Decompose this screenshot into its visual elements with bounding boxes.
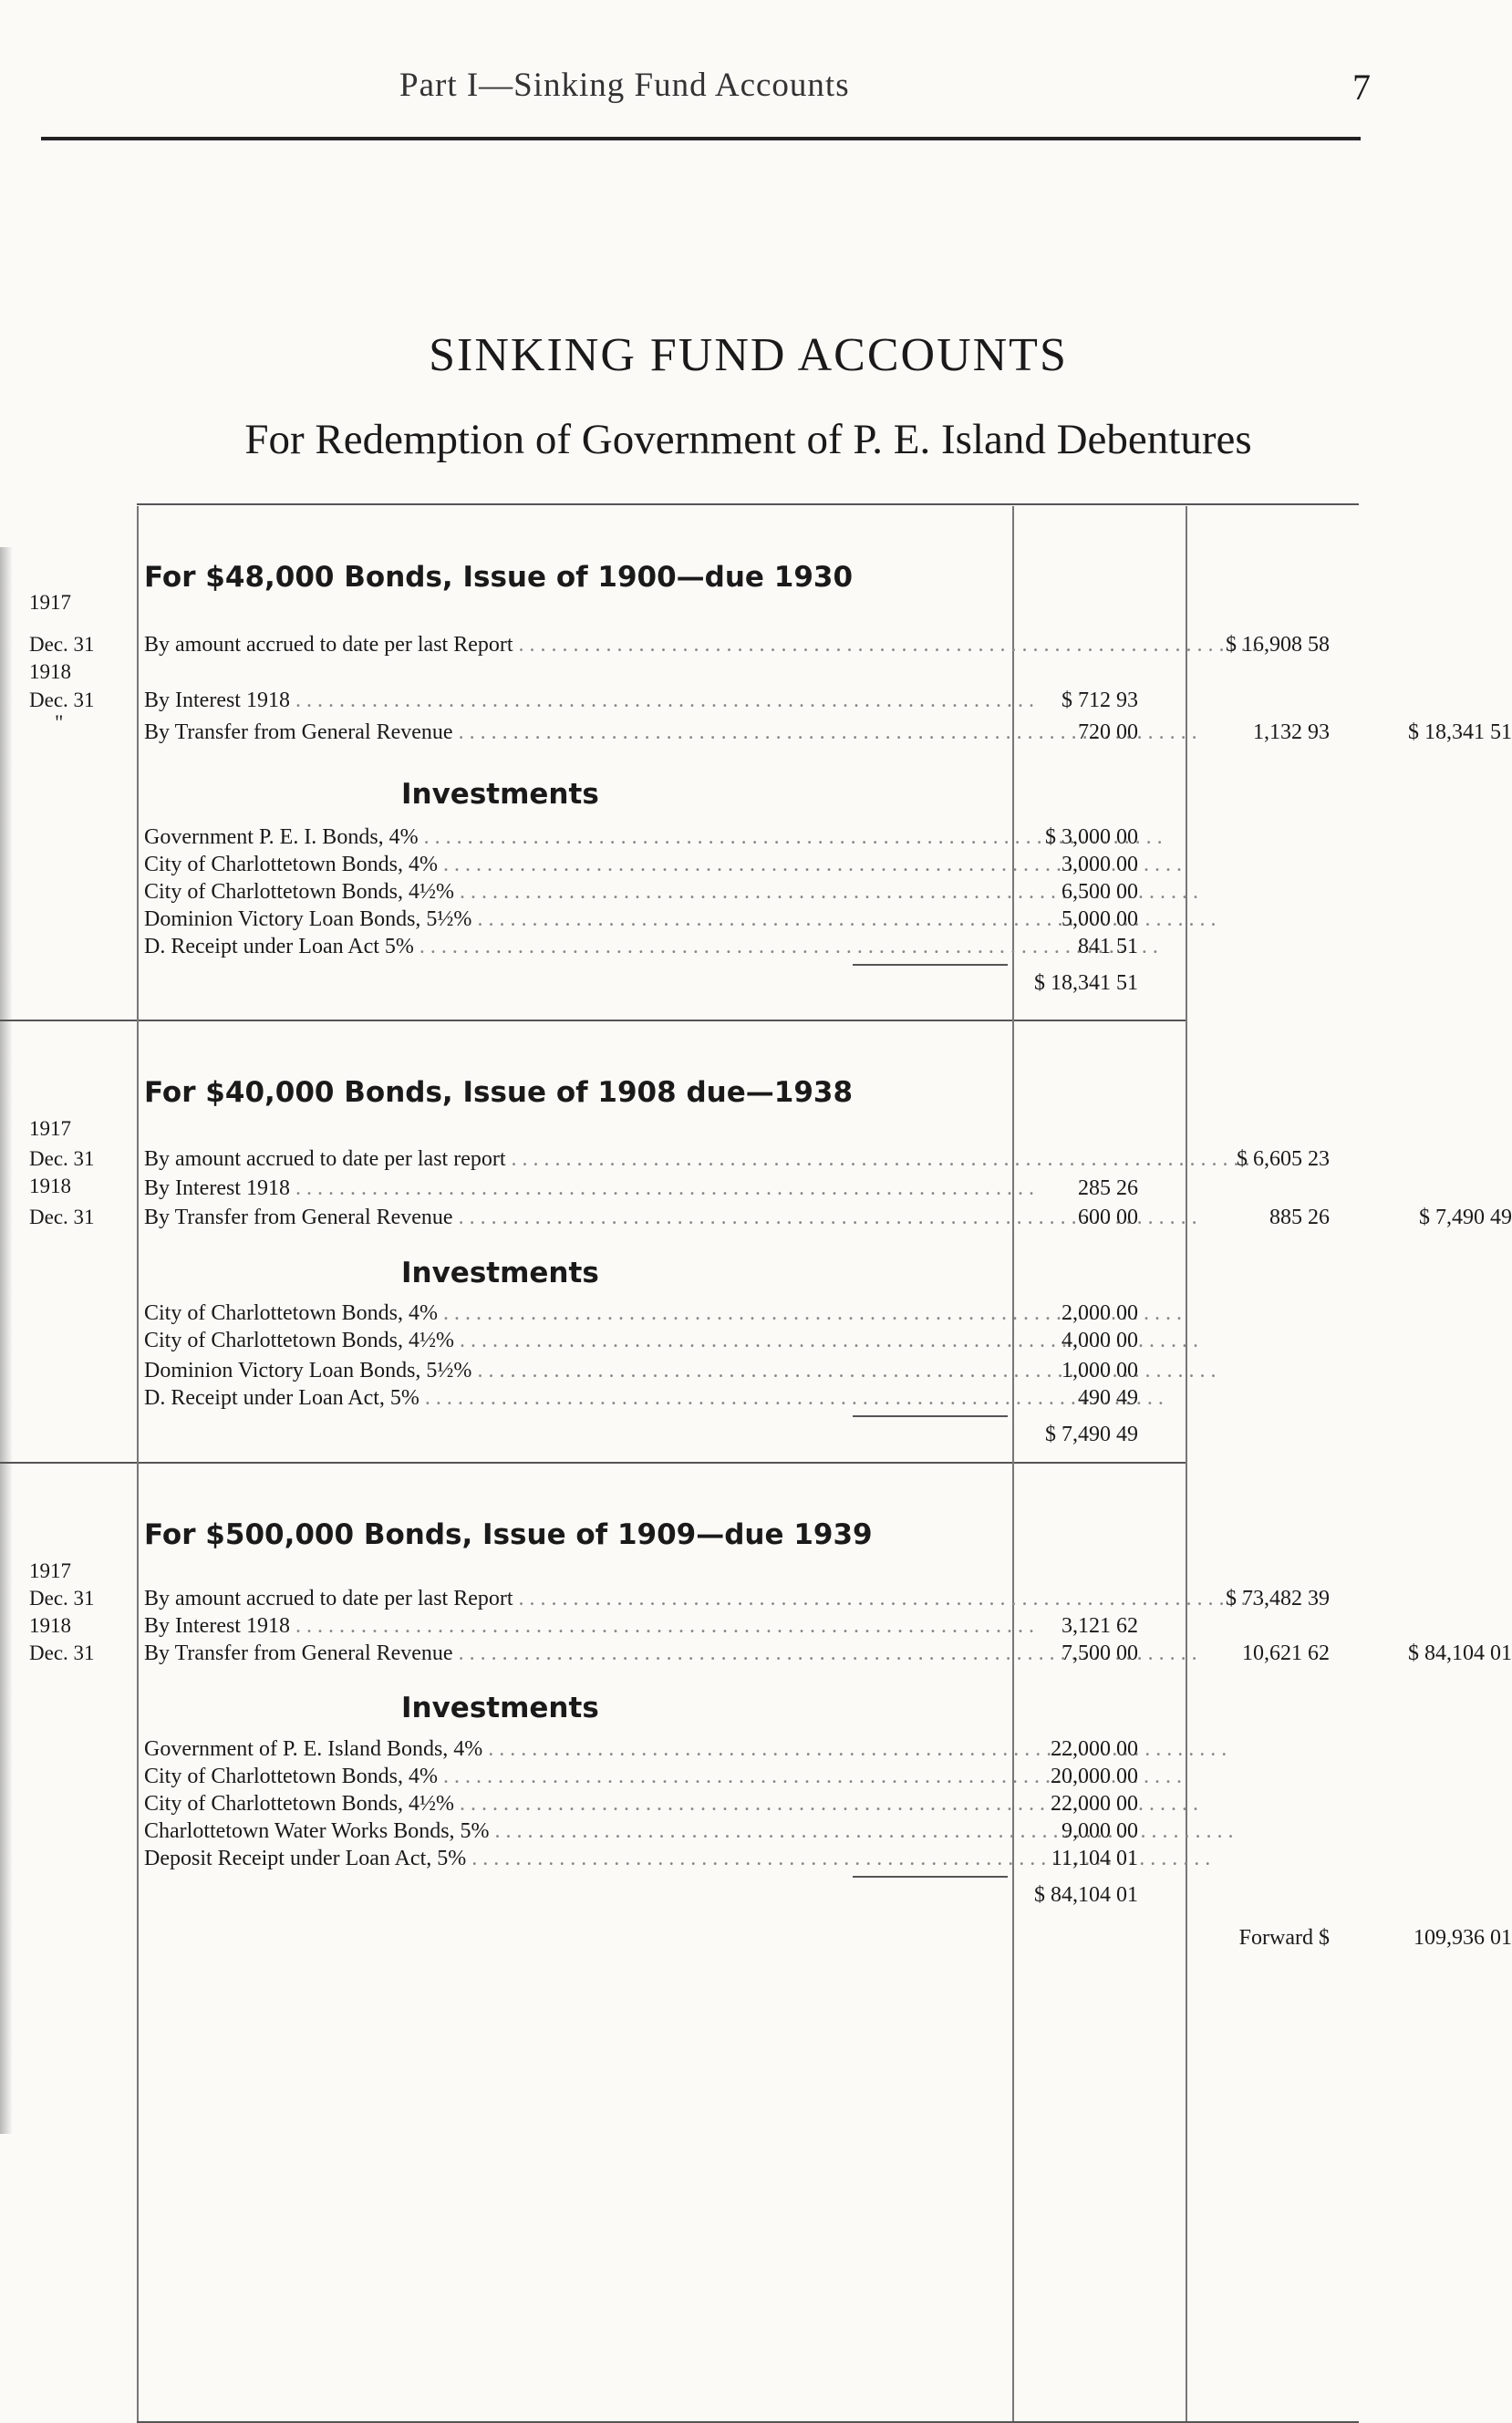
investment-amount: $ 3,000 00 [1045, 825, 1138, 849]
investment-row [144, 1359, 1476, 1386]
row-total: $ 18,341 51 [1408, 720, 1512, 744]
date-label: 1917 [29, 1559, 71, 1582]
investment-description: Deposit Receipt under Loan Act, 5% . . . [144, 1847, 837, 1871]
investment-amount: 490 49 [1078, 1386, 1138, 1410]
investment-amount: 5,000 00 [1062, 907, 1138, 931]
ledger-row [144, 1147, 1476, 1175]
total-rule [853, 1876, 1008, 1878]
page-number: 7 [1352, 67, 1371, 108]
investment-amount: 11,104 01 [1051, 1847, 1138, 1870]
investment-amount: 20,000 00 [1051, 1765, 1138, 1788]
row-subtotal: $ 16,908 58 [1226, 633, 1330, 657]
date-label: " [55, 711, 64, 734]
ledger-row [144, 1206, 1512, 1233]
section-heading: For $500,000 Bonds, Issue of 1909—due 1939 [144, 1518, 873, 1551]
section-divider [0, 1462, 1186, 1464]
investment-row [144, 935, 1476, 962]
section-divider [0, 1020, 1186, 1021]
investment-description: City of Charlottetown Bonds, 4½% . . . [144, 1329, 837, 1353]
investment-row [144, 1301, 1476, 1329]
investment-row [144, 1765, 1476, 1792]
investment-row [144, 825, 1476, 853]
row-amount: 7,500 00 [1062, 1641, 1138, 1665]
row-total: $ 84,104 01 [1408, 1641, 1512, 1665]
investment-description: City of Charlottetown Bonds, 4½% . . . [144, 880, 837, 905]
investments-heading: Investments [401, 1257, 599, 1289]
investments-total-row [144, 1883, 1476, 1910]
row-description: By Interest 1918 . . . [144, 1614, 837, 1639]
investments-heading: Investments [401, 1692, 599, 1724]
investments-total: $ 84,104 01 [1034, 1883, 1138, 1907]
row-subtotal: $ 73,482 39 [1226, 1587, 1330, 1610]
binding-shadow [0, 547, 13, 2134]
row-subtotal: 885 26 [1269, 1206, 1330, 1229]
row-description: By Transfer from General Revenue . . . [144, 1641, 837, 1666]
total-rule [853, 1415, 1008, 1417]
date-label: Dec. 31 [29, 1641, 95, 1664]
row-description: By amount accrued to date per last report . . . [144, 1147, 837, 1172]
date-label: Dec. 31 [29, 1587, 95, 1610]
ledger-row [144, 1614, 1476, 1641]
row-description: By Interest 1918 . . . [144, 689, 837, 713]
investment-row [144, 1329, 1476, 1356]
investment-description: Dominion Victory Loan Bonds, 5½% . . . [144, 1359, 837, 1383]
investment-description: Charlottetown Water Works Bonds, 5% . . . [144, 1819, 837, 1844]
ledger-row [144, 1587, 1476, 1614]
investment-description: City of Charlottetown Bonds, 4½% . . . [144, 1792, 837, 1817]
investment-row [144, 1386, 1476, 1413]
investment-row [144, 1847, 1476, 1874]
row-description: By amount accrued to date per last Report . . . [144, 1587, 837, 1611]
investment-amount: 22,000 00 [1051, 1737, 1138, 1761]
date-label: 1917 [29, 591, 71, 614]
column-rule [1012, 506, 1014, 2421]
ledger-row [144, 720, 1512, 748]
section-heading: For $48,000 Bonds, Issue of 1900—due 1930 [144, 561, 854, 594]
page-subtitle: For Redemption of Government of P. E. Island Debentures [244, 416, 1252, 463]
row-amount: 3,121 62 [1062, 1614, 1138, 1638]
running-head: Part I—Sinking Fund Accounts [399, 67, 850, 104]
investments-total: $ 7,490 49 [1045, 1423, 1138, 1446]
investment-row [144, 1819, 1476, 1847]
row-description: By Interest 1918 . . . [144, 1176, 837, 1201]
date-label: 1918 [29, 660, 71, 683]
investment-amount: 4,000 00 [1062, 1329, 1138, 1352]
ledger-row [144, 1176, 1476, 1204]
row-amount: 285 26 [1078, 1176, 1138, 1200]
forward-label: Forward $ [1238, 1926, 1330, 1950]
investment-description: City of Charlottetown Bonds, 4% . . . [144, 1301, 837, 1326]
row-subtotal: $ 6,605 23 [1237, 1147, 1330, 1171]
ledger-row [144, 1641, 1512, 1669]
investment-description: City of Charlottetown Bonds, 4% . . . [144, 1765, 837, 1789]
investment-description: D. Receipt under Loan Act, 5% . . . [144, 1386, 837, 1411]
investment-amount: 841 51 [1078, 935, 1138, 958]
investment-row [144, 1792, 1476, 1819]
ledger-row [144, 633, 1476, 660]
investment-description: Government of P. E. Island Bonds, 4% . . . [144, 1737, 837, 1762]
investment-row [144, 853, 1476, 880]
investments-total: $ 18,341 51 [1034, 971, 1138, 995]
column-rule [1186, 506, 1187, 2421]
investment-description: Dominion Victory Loan Bonds, 5½% . . . [144, 907, 837, 932]
row-description: By amount accrued to date per last Report . . . [144, 633, 837, 658]
investment-description: Government P. E. I. Bonds, 4% . . . [144, 825, 837, 850]
investment-description: City of Charlottetown Bonds, 4% . . . [144, 853, 837, 877]
section-heading: For $40,000 Bonds, Issue of 1908 due—1938 [144, 1076, 854, 1109]
total-rule [853, 964, 1008, 966]
date-label: 1918 [29, 1614, 71, 1637]
investment-amount: 6,500 00 [1062, 880, 1138, 904]
forward-row [144, 1926, 1512, 1953]
row-amount: 720 00 [1078, 720, 1138, 744]
row-amount: 600 00 [1078, 1206, 1138, 1229]
investment-row [144, 1737, 1476, 1765]
row-description: By Transfer from General Revenue . . . [144, 1206, 837, 1230]
investments-total-row [144, 1423, 1476, 1450]
ledger-row [144, 689, 1476, 716]
row-total: $ 7,490 49 [1419, 1206, 1512, 1229]
investment-amount: 1,000 00 [1062, 1359, 1138, 1382]
investment-amount: 9,000 00 [1062, 1819, 1138, 1843]
page-title: SINKING FUND ACCOUNTS [429, 329, 1068, 381]
investment-amount: 2,000 00 [1062, 1301, 1138, 1325]
date-label: 1918 [29, 1175, 71, 1197]
table-top-rule [137, 503, 1359, 505]
investment-row [144, 907, 1476, 935]
investment-description: D. Receipt under Loan Act 5% . . . [144, 935, 837, 959]
forward-value: 109,936 01 [1414, 1926, 1512, 1950]
row-amount: $ 712 93 [1062, 689, 1138, 712]
investment-amount: 3,000 00 [1062, 853, 1138, 876]
date-label: Dec. 31 [29, 1147, 95, 1170]
investments-total-row [144, 971, 1476, 999]
date-label: 1917 [29, 1117, 71, 1140]
investment-row [144, 880, 1476, 907]
date-label: Dec. 31 [29, 633, 95, 656]
row-subtotal: 1,132 93 [1253, 720, 1330, 744]
investment-amount: 22,000 00 [1051, 1792, 1138, 1816]
header-rule [41, 137, 1361, 140]
column-rule [137, 506, 139, 2421]
investments-heading: Investments [401, 778, 599, 811]
row-description: By Transfer from General Revenue . . . [144, 720, 837, 745]
row-subtotal: 10,621 62 [1242, 1641, 1330, 1665]
date-label: Dec. 31 [29, 689, 95, 711]
date-label: Dec. 31 [29, 1206, 95, 1228]
